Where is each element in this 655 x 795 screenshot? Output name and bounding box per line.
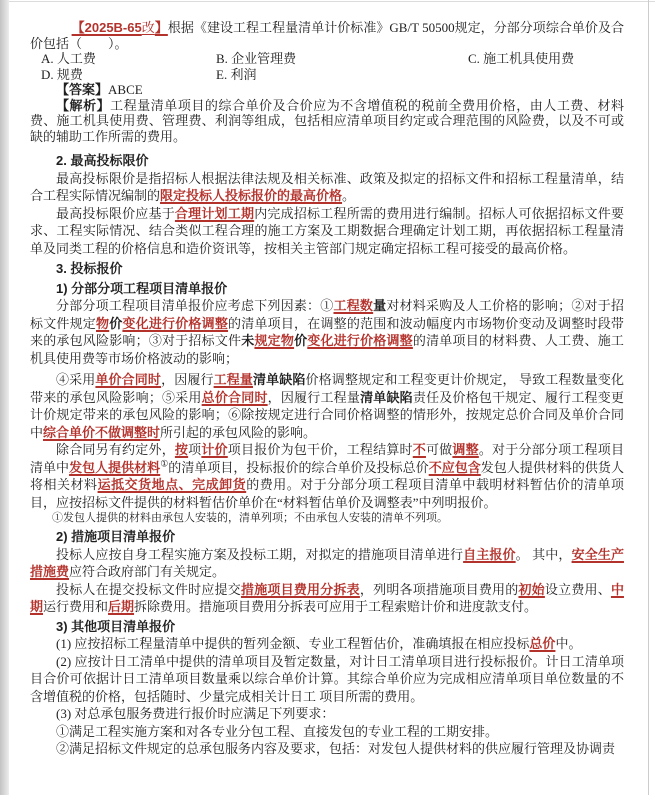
text-run: 的费用。对于分部分项工程项目清单中载明材料暂估价的清单项目，应按招标文件提供的材料暂估价单价在“材料暂估单价及调整表”中列明报价。 — [30, 477, 624, 510]
text-run: 应符合政府部门有关规定。 — [69, 564, 226, 579]
text-run: 工程数 — [333, 298, 374, 313]
text-run: 中期 — [30, 581, 624, 614]
text-run: 改 — [141, 20, 155, 35]
text-run: 【2025B-65 — [71, 20, 142, 35]
text-run: (2) 应按计日工清单中提供的清单项目及暂定数量，对计日工清单项目进行投标报价。计日工清单项目合价可依据计日工清单项目数量乘以综合单价计算。其综合单价应为完成相应清单项目单位数量的不含增值税的价格，包括随时、少量完成相关计日工 项目所需的费用。 — [30, 653, 624, 704]
text-run: 量 — [373, 298, 387, 313]
text-run: 调整 — [452, 442, 479, 457]
text-run: 合理计划工期 — [174, 205, 255, 221]
para-factors-4-6 — [30, 371, 624, 441]
text-run: 项目报价为包干价，工程结算时 — [227, 442, 413, 457]
answer-line — [30, 82, 624, 98]
question-stem — [30, 20, 624, 51]
text-run: 】 — [154, 20, 168, 35]
text-run: 单价合同时 — [95, 372, 162, 387]
text-run: ①满足工程实施方案和对各专业分包工程、直接发包的专业工程的工期安排。 — [56, 723, 499, 739]
text-run: 价格调整规定和工程变更计价规定， 导致工程数量变化带来的承包风险影响；⑤采用 — [30, 372, 624, 405]
text-run: 后期 — [108, 599, 135, 614]
para-measure-self-pricing — [30, 546, 624, 581]
text-run: 总价合同时 — [201, 389, 268, 405]
text-run: 物 — [96, 315, 110, 331]
para-other-2 — [30, 653, 624, 706]
text-run: 工程量 — [213, 372, 254, 387]
para-max-limit-definition — [30, 170, 624, 205]
text-run: (3) 对总承包服务费进行报价时应满足下列要求： — [56, 706, 335, 721]
text-run: 分部分项工程项目清单报价应考虑下列因素：① — [56, 298, 334, 313]
text-run: 3. 投标报价 — [56, 261, 123, 276]
text-run: 中。 — [555, 636, 582, 651]
section-heading-bid-quotation — [30, 260, 624, 278]
text-run: 安全生产措施费 — [30, 546, 624, 579]
text-run: 自主报价 — [463, 546, 516, 562]
para-other-3 — [30, 705, 624, 723]
text-run: 设立费用、 — [544, 581, 611, 597]
text-run: 。对于分部分项工程项目清单中 — [30, 442, 624, 475]
text-run: 的清单项目，在调整的范围和波动幅度内市场物价变动及调整时段带来的承包风险影响；③对于招标文件 — [30, 315, 624, 348]
text-run: 除合同另有约定外， — [56, 442, 175, 457]
text-run: 所引起的承包风险的影响。 — [160, 424, 317, 440]
text-run: ① — [160, 458, 169, 469]
text-run: 变化进行价格调整 — [122, 315, 229, 331]
text-run: 【答案】 — [56, 82, 109, 97]
choice-options — [30, 51, 624, 82]
text-run: ABCE — [108, 82, 143, 97]
text-run: 责任及价格包干规定、履行工程变更计价规定带来的承包风险的影响；⑥除按规定进行合同价格调整的情形外，按规定总价合同及单价合同中 — [30, 389, 624, 440]
text-run: ，因履行 — [161, 372, 214, 387]
text-run: 3) 其他项目清单报价 — [56, 618, 176, 634]
text-run: 最高投标限价应基于 — [56, 205, 175, 221]
text-run: 的清单项目，投标报价的综合单价及投标总价 — [168, 459, 429, 475]
text-run: 未 — [241, 333, 255, 348]
text-run: 投标人在提交投标文件时应提交 — [56, 581, 241, 597]
text-run: 不 — [412, 442, 426, 457]
text-run: 项 — [188, 442, 202, 457]
text-run: 可做 — [425, 442, 453, 457]
document-content — [30, 20, 624, 758]
para-factors-1-3 — [30, 297, 624, 367]
text-run: 价 — [294, 333, 308, 348]
option-item: C. 施工机具使用费 — [468, 51, 575, 66]
text-run: 按 — [174, 442, 189, 457]
section-heading-max-bid-limit — [30, 152, 624, 170]
option-item: E. 利润 — [216, 66, 257, 82]
text-run: 的清单项目的材料费、人工费、施工机具使用费等市场价格波动的影响； — [30, 333, 624, 366]
text-run: ，因履行工程量 — [267, 389, 361, 405]
text-run: 工程量清单项目的综合单价及合价应为不含增值税的税前全费用价格，由人工费、材料费、施工机具使用费、管理费、利润等组成，包括相应清单项目约定或合理范围的风险费，以及不可或缺的辅助工作所需的费用。 — [30, 97, 624, 144]
text-run: 发包人提供材料 — [69, 459, 161, 475]
text-run: 2) 措施项目清单报价 — [56, 529, 176, 544]
text-run: 价 — [109, 315, 123, 331]
para-measure-breakdown-table — [30, 581, 624, 616]
text-run: 对材料采购及人工价格的影响；②对于招标文件规定 — [30, 298, 624, 331]
subheading-other-item-quotation — [30, 618, 624, 636]
scan-right-edge-line — [648, 0, 649, 795]
text-run: ②满足招标文件规定的总承包服务内容及要求，包括：对发包人提供材料的供应履行管理及协调责 — [56, 741, 616, 756]
text-run: 拆除费用。措施项目费用分拆表可应用于工程索赔计价和进度款支付。 — [134, 599, 538, 614]
text-run: 限定投标人投标报价的最高价格 — [160, 188, 343, 203]
analysis-paragraph — [30, 98, 624, 145]
scan-top-edge-line — [9, 1, 655, 2]
text-run: 总价 — [529, 636, 556, 651]
para-other-3-item-2 — [30, 740, 624, 758]
text-run: 变化进行价格调整 — [307, 333, 413, 348]
text-run: 2. 最高投标限价 — [56, 153, 149, 168]
text-run: 发包人提供材料的供货人将相关材料 — [30, 459, 624, 492]
text-run: 1) 分部分项工程项目清单报价 — [56, 280, 228, 296]
text-run: 初始 — [518, 581, 545, 597]
options-row — [30, 51, 624, 67]
option-item: B. 企业管理费 — [216, 51, 297, 66]
text-run: 运行费用和 — [43, 599, 109, 614]
text-run: 规定物 — [254, 333, 295, 348]
option-item: D. 规费 — [41, 66, 83, 82]
text-run: 综合单价不做调整时 — [43, 424, 161, 440]
footnote-owner-supplied-material — [30, 511, 624, 526]
text-run: 清单缺陷 — [253, 372, 306, 387]
para-lump-sum-items — [30, 441, 624, 511]
scan-left-edge-shadow — [0, 0, 9, 795]
option-item: A. 人工费 — [41, 51, 96, 66]
text-run: 不应包含 — [428, 459, 481, 475]
subheading-sub-item-quotation — [30, 280, 624, 298]
text-run: 【解析】 — [56, 97, 111, 113]
text-run: 措施项目费用分拆表 — [240, 581, 360, 597]
text-run: 运抵交货地点、完成卸货 — [97, 477, 247, 492]
text-run: ，列明各项措施项目费用的 — [359, 581, 519, 597]
options-row — [30, 67, 624, 83]
text-run: ①发包人提供的材料由承包人安装的，清单列项；不由承包人安装的清单不列项。 — [52, 512, 448, 524]
text-run: 内完成招标工程所需的费用进行编制。招标人可依据招标文件要求、工程实际情况、结合类似工程合理的施工方案及工期数据合理确定计划工期，再依据招标工程量清单及同类工程的价格信息和造价资讯等，按相关主管部门规定确定招标工程可接受的最高价格。 — [30, 205, 624, 256]
para-max-limit-basis — [30, 205, 624, 258]
subheading-measure-item-quotation — [30, 528, 624, 546]
text-run: 计价 — [201, 442, 228, 457]
text-run: 。 — [342, 188, 356, 203]
text-run: 根据《建设工程工程量清单计价标准》GB/T 50500规定，分部分项综合单价及合价包括（ ）。 — [30, 20, 624, 51]
text-run: (1) 应按招标工程量清单中提供的暂列金额、专业工程暂估价，准确填报在相应投标 — [56, 636, 530, 651]
text-run: 清单缺陷 — [360, 389, 413, 405]
text-run: ④采用 — [56, 372, 96, 387]
para-other-3-item-1 — [30, 723, 624, 741]
text-run: 。 其中， — [515, 546, 572, 562]
text-run: 最高投标限价是指招标人根据法律法规及相关标准、政策及拟定的招标文件和招标工程量清单，结合工程实际情况编制的 — [30, 170, 624, 203]
para-other-1 — [30, 635, 624, 653]
text-run: 投标人应按自身工程实施方案及投标工期，对拟定的措施项目清单进行 — [56, 546, 464, 562]
